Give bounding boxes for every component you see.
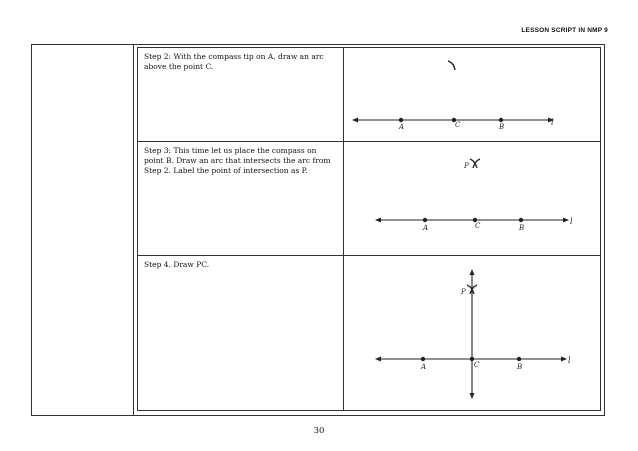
page-number: 30 [313,426,325,436]
lesson-table [31,44,605,416]
line-arrow-left [375,218,381,223]
point-c-label: C [474,361,480,369]
point-a-label: A [399,123,405,131]
step-2-row [138,48,600,141]
step-3-figure [344,142,600,255]
point-b-dot [517,357,521,361]
line-label: l [551,118,554,127]
line-label: l [568,356,571,365]
point-a-dot [421,357,425,361]
steps-table [137,47,601,411]
step-4-diagram [344,256,602,411]
line-arrow-right [563,218,569,223]
point-c-label: C [455,121,461,129]
point-a-label: A [421,363,427,371]
lesson-header: LESSON SCRIPT IN NMP 9 [521,27,608,34]
point-c-label: C [475,222,481,230]
point-a-label: A [423,224,429,232]
intersection-label: P [464,162,469,170]
line-arrow-left [352,118,358,123]
point-b-dot [499,118,503,122]
point-b-label: B [499,123,505,131]
step-3-row [138,141,600,255]
point-b-label: B [519,224,525,232]
step-4-figure [344,256,600,410]
step-4-row [138,255,600,410]
line-label: l [570,217,573,226]
point-a-dot [423,218,427,222]
intersection-label: P [461,288,466,296]
left-column [32,45,134,415]
segment-arrow-top [470,269,475,275]
step-2-text: Step 2: With the compass tip on A, draw an arc above the point C. [138,48,344,141]
step-4-text [138,256,344,410]
step-2-diagram [344,48,602,141]
line-arrow-left [375,357,381,362]
arc-from-a [448,61,455,70]
line-arrow-right [561,357,567,362]
step-3-text: Step 3: This time let us place the compass on point B. Draw an arc that intersects the arc from Step 2. Label the point of intersection as P. [138,142,344,255]
point-a-dot [399,118,403,122]
point-b-label: B [517,363,523,371]
step-4-label: Step 4. Draw PC. [144,260,210,269]
point-b-dot [519,218,523,222]
step-3-diagram [344,142,602,256]
segment-arrow-bottom [470,393,475,399]
step-2-figure [344,48,600,141]
